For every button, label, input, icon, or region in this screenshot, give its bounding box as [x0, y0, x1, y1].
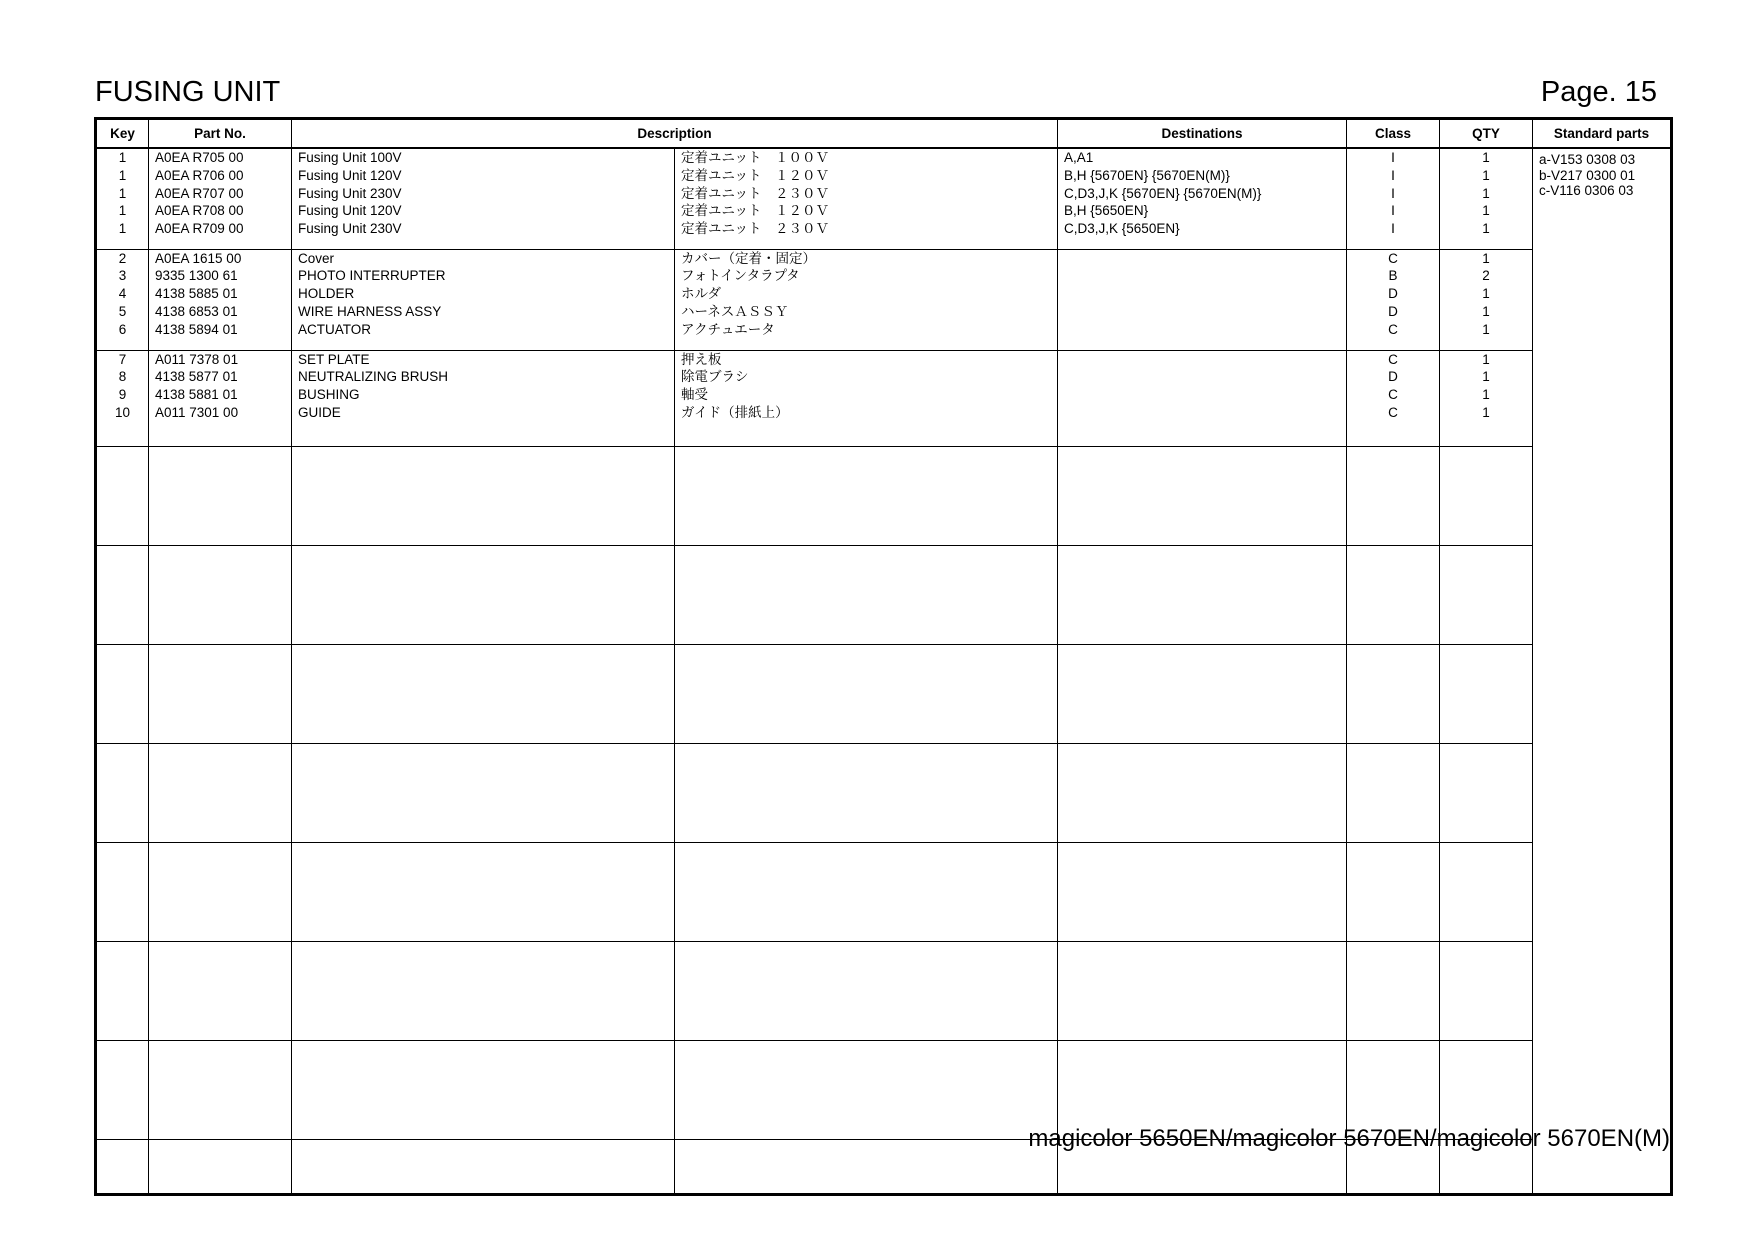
empty-cell	[1440, 446, 1533, 545]
model-footer: magicolor 5650EN/magicolor 5670EN/magicolor 5670EN(M)	[1028, 1125, 1670, 1152]
empty-cell	[1058, 743, 1347, 842]
empty-cell	[1440, 644, 1533, 743]
part-number-cell: A0EA R706 00	[155, 167, 244, 183]
description-en-cell: Fusing Unit 230V	[298, 185, 402, 201]
qty-cell: 1	[1482, 351, 1490, 367]
empty-cell	[96, 941, 149, 1040]
page-number: Page. 15	[1540, 76, 1657, 108]
description-jp-cell: フォトインタラプタ	[681, 268, 800, 284]
key-cell: 1	[118, 221, 127, 237]
empty-cell	[96, 743, 149, 842]
description-en-cell: Fusing Unit 120V	[298, 167, 402, 183]
table-header-row	[96, 119, 1672, 149]
description-jp-cell: 定着ユニット ２３０Ｖ	[681, 221, 829, 237]
qty-cell: 1	[1482, 250, 1490, 266]
qty-cell: 1	[1482, 203, 1490, 219]
parts-group-row	[96, 350, 1672, 446]
empty-cell	[675, 743, 1058, 842]
description-en-cell: HOLDER	[298, 286, 355, 302]
class-column	[1347, 350, 1440, 446]
part-number-cell: 4138 5881 01	[155, 387, 238, 403]
empty-cell	[149, 941, 292, 1040]
description-en-cell: NEUTRALIZING BRUSH	[298, 369, 449, 385]
qty-column	[1440, 148, 1533, 249]
description-en-cell: BUSHING	[298, 387, 360, 403]
part-number-cell: 4138 5877 01	[155, 369, 238, 385]
class-column	[1347, 148, 1440, 249]
empty-cell	[675, 644, 1058, 743]
key-cell: 1	[118, 167, 127, 183]
empty-cell	[292, 545, 675, 644]
description-en-column	[292, 148, 675, 249]
destination-cell	[1058, 267, 1346, 285]
empty-cell	[96, 1040, 149, 1139]
description-jp-cell: アクチュエータ	[681, 321, 775, 337]
parts-group-row	[96, 148, 1672, 249]
description-jp-cell: 定着ユニット １００Ｖ	[681, 150, 829, 165]
destination-cell: C,D3,J,K {5650EN}	[1064, 221, 1180, 237]
description-en-cell: ACTUATOR	[298, 321, 372, 337]
part-number-cell: 9335 1300 61	[155, 268, 238, 284]
key-column	[96, 249, 149, 350]
standard-part-item: b-V217 0300 01	[1539, 167, 1636, 183]
blank-table-row	[96, 941, 1672, 1040]
empty-cell	[1347, 545, 1440, 644]
empty-cell	[292, 446, 675, 545]
empty-cell	[292, 1139, 675, 1194]
empty-cell	[675, 1139, 1058, 1194]
col-header-standard-parts: Standard parts	[1533, 119, 1672, 149]
blank-table-row	[96, 743, 1672, 842]
empty-cell	[1058, 941, 1347, 1040]
class-cell: I	[1391, 221, 1395, 237]
empty-cell	[1058, 644, 1347, 743]
col-header-class: Class	[1347, 119, 1440, 149]
col-header-destinations: Destinations	[1058, 119, 1347, 149]
key-cell: 4	[118, 286, 127, 302]
key-cell: 3	[118, 268, 127, 284]
qty-cell: 1	[1482, 404, 1490, 420]
empty-cell	[1440, 941, 1533, 1040]
part-number-cell: A011 7301 00	[155, 404, 239, 420]
empty-cell	[1347, 743, 1440, 842]
description-jp-column	[675, 249, 1058, 350]
empty-cell	[1058, 842, 1347, 941]
key-cell: 1	[118, 150, 127, 165]
empty-cell	[1347, 644, 1440, 743]
description-jp-cell: ハーネスＡＳＳＹ	[681, 303, 789, 319]
description-en-column	[292, 249, 675, 350]
key-cell: 7	[118, 351, 127, 367]
blank-table-row	[96, 644, 1672, 743]
description-jp-column	[675, 350, 1058, 446]
key-cell: 1	[118, 185, 127, 201]
empty-cell	[1440, 545, 1533, 644]
col-header-key: Key	[96, 119, 149, 149]
part-number-cell: A0EA R705 00	[155, 150, 244, 165]
empty-cell	[149, 842, 292, 941]
destination-cell	[1058, 250, 1346, 268]
part-number-column	[149, 350, 292, 446]
key-cell: 5	[118, 303, 127, 319]
col-header-part-no: Part No.	[149, 119, 292, 149]
part-number-cell: A0EA R709 00	[155, 221, 244, 237]
empty-cell	[149, 1139, 292, 1194]
class-cell: D	[1388, 286, 1398, 302]
class-cell: C	[1388, 351, 1398, 367]
empty-cell	[96, 545, 149, 644]
class-cell: C	[1388, 387, 1398, 403]
description-en-cell: WIRE HARNESS ASSY	[298, 303, 442, 319]
empty-cell	[1347, 446, 1440, 545]
key-cell: 9	[118, 387, 127, 403]
empty-cell	[96, 446, 149, 545]
qty-cell: 1	[1482, 369, 1490, 385]
empty-cell	[292, 1040, 675, 1139]
class-column	[1347, 249, 1440, 350]
description-en-column	[292, 350, 675, 446]
qty-cell: 1	[1482, 167, 1490, 183]
description-jp-cell: カバー（定着・固定）	[681, 250, 816, 266]
class-cell: C	[1388, 404, 1398, 420]
empty-cell	[292, 941, 675, 1040]
key-column	[96, 148, 149, 249]
qty-column	[1440, 350, 1533, 446]
empty-cell	[149, 743, 292, 842]
empty-cell	[96, 842, 149, 941]
class-cell: I	[1391, 167, 1395, 183]
empty-cell	[149, 1040, 292, 1139]
empty-cell	[1440, 743, 1533, 842]
class-cell: C	[1388, 250, 1398, 266]
parts-table	[94, 117, 1673, 1196]
qty-cell: 1	[1482, 150, 1490, 165]
class-cell: D	[1388, 369, 1398, 385]
destination-column	[1058, 148, 1347, 249]
destination-cell	[1058, 285, 1346, 303]
description-jp-cell: 押え板	[681, 351, 722, 367]
blank-table-row	[96, 446, 1672, 545]
empty-cell	[1347, 941, 1440, 1040]
key-cell: 6	[118, 321, 127, 337]
description-jp-cell: ガイド（排紙上）	[681, 404, 789, 420]
key-cell: 10	[114, 404, 131, 420]
description-en-cell: Fusing Unit 120V	[298, 203, 402, 219]
destination-cell	[1058, 351, 1346, 369]
class-cell: D	[1388, 303, 1398, 319]
key-cell: 8	[118, 369, 127, 385]
part-number-column	[149, 148, 292, 249]
destination-cell	[1058, 303, 1346, 321]
empty-cell	[292, 842, 675, 941]
blank-table-row	[96, 545, 1672, 644]
description-jp-column	[675, 148, 1058, 249]
key-cell: 2	[118, 250, 127, 266]
empty-cell	[1058, 545, 1347, 644]
description-jp-cell: 軸受	[681, 387, 708, 403]
qty-cell: 1	[1482, 303, 1490, 319]
class-cell: I	[1391, 185, 1395, 201]
empty-cell	[149, 644, 292, 743]
description-en-cell: PHOTO INTERRUPTER	[298, 268, 446, 284]
destination-cell: B,H {5670EN} {5670EN(M)}	[1064, 167, 1230, 183]
standard-parts-column	[1533, 148, 1672, 1194]
page-title: FUSING UNIT	[95, 76, 281, 108]
description-en-cell: Cover	[298, 250, 335, 266]
qty-column	[1440, 249, 1533, 350]
col-header-description: Description	[292, 119, 1058, 149]
destination-cell: B,H {5650EN}	[1064, 203, 1149, 219]
destination-column	[1058, 350, 1347, 446]
description-en-cell: Fusing Unit 230V	[298, 221, 402, 237]
key-column	[96, 350, 149, 446]
empty-cell	[675, 842, 1058, 941]
part-number-cell: A0EA R707 00	[155, 185, 244, 201]
empty-cell	[96, 1139, 149, 1194]
class-cell: I	[1391, 203, 1395, 219]
destination-cell	[1058, 368, 1346, 386]
part-number-cell: A011 7378 01	[155, 351, 239, 367]
description-jp-cell: 定着ユニット １２０Ｖ	[681, 203, 829, 219]
empty-cell	[1058, 446, 1347, 545]
qty-cell: 1	[1482, 221, 1490, 237]
qty-cell: 1	[1482, 321, 1490, 337]
standard-part-item: c-V116 0306 03	[1539, 183, 1634, 198]
empty-cell	[1440, 842, 1533, 941]
empty-cell	[149, 446, 292, 545]
key-cell: 1	[118, 203, 127, 219]
class-cell: I	[1391, 150, 1395, 165]
destination-cell	[1058, 386, 1346, 404]
empty-cell	[675, 545, 1058, 644]
qty-cell: 2	[1482, 268, 1490, 284]
destination-cell: A,A1	[1064, 150, 1094, 165]
blank-table-row	[96, 842, 1672, 941]
empty-cell	[675, 1040, 1058, 1139]
description-jp-cell: 定着ユニット ２３０Ｖ	[681, 185, 829, 201]
col-header-qty: QTY	[1440, 119, 1533, 149]
description-jp-cell: 除電ブラシ	[681, 369, 749, 385]
qty-cell: 1	[1482, 387, 1490, 403]
empty-cell	[292, 644, 675, 743]
empty-cell	[149, 545, 292, 644]
qty-cell: 1	[1482, 185, 1490, 201]
description-jp-cell: ホルダ	[681, 286, 721, 302]
destination-cell	[1058, 404, 1346, 422]
empty-cell	[1347, 842, 1440, 941]
empty-cell	[96, 644, 149, 743]
description-en-cell: SET PLATE	[298, 351, 370, 367]
part-number-cell: 4138 5894 01	[155, 321, 238, 337]
destination-cell: C,D3,J,K {5670EN} {5670EN(M)}	[1064, 185, 1262, 201]
class-cell: C	[1388, 321, 1398, 337]
description-en-cell: Fusing Unit 100V	[298, 150, 402, 165]
part-number-cell: A0EA 1615 00	[155, 250, 242, 266]
part-number-cell: 4138 5885 01	[155, 286, 238, 302]
part-number-cell: 4138 6853 01	[155, 303, 238, 319]
description-jp-cell: 定着ユニット １２０Ｖ	[681, 167, 829, 183]
empty-cell	[292, 743, 675, 842]
description-en-cell: GUIDE	[298, 404, 341, 420]
destination-cell	[1058, 321, 1346, 339]
empty-cell	[675, 446, 1058, 545]
qty-cell: 1	[1482, 286, 1490, 302]
class-cell: B	[1388, 268, 1398, 284]
empty-cell	[675, 941, 1058, 1040]
destination-column	[1058, 249, 1347, 350]
standard-part-item: a-V153 0308 03	[1539, 152, 1636, 167]
part-number-cell: A0EA R708 00	[155, 203, 244, 219]
part-number-column	[149, 249, 292, 350]
parts-group-row	[96, 249, 1672, 350]
